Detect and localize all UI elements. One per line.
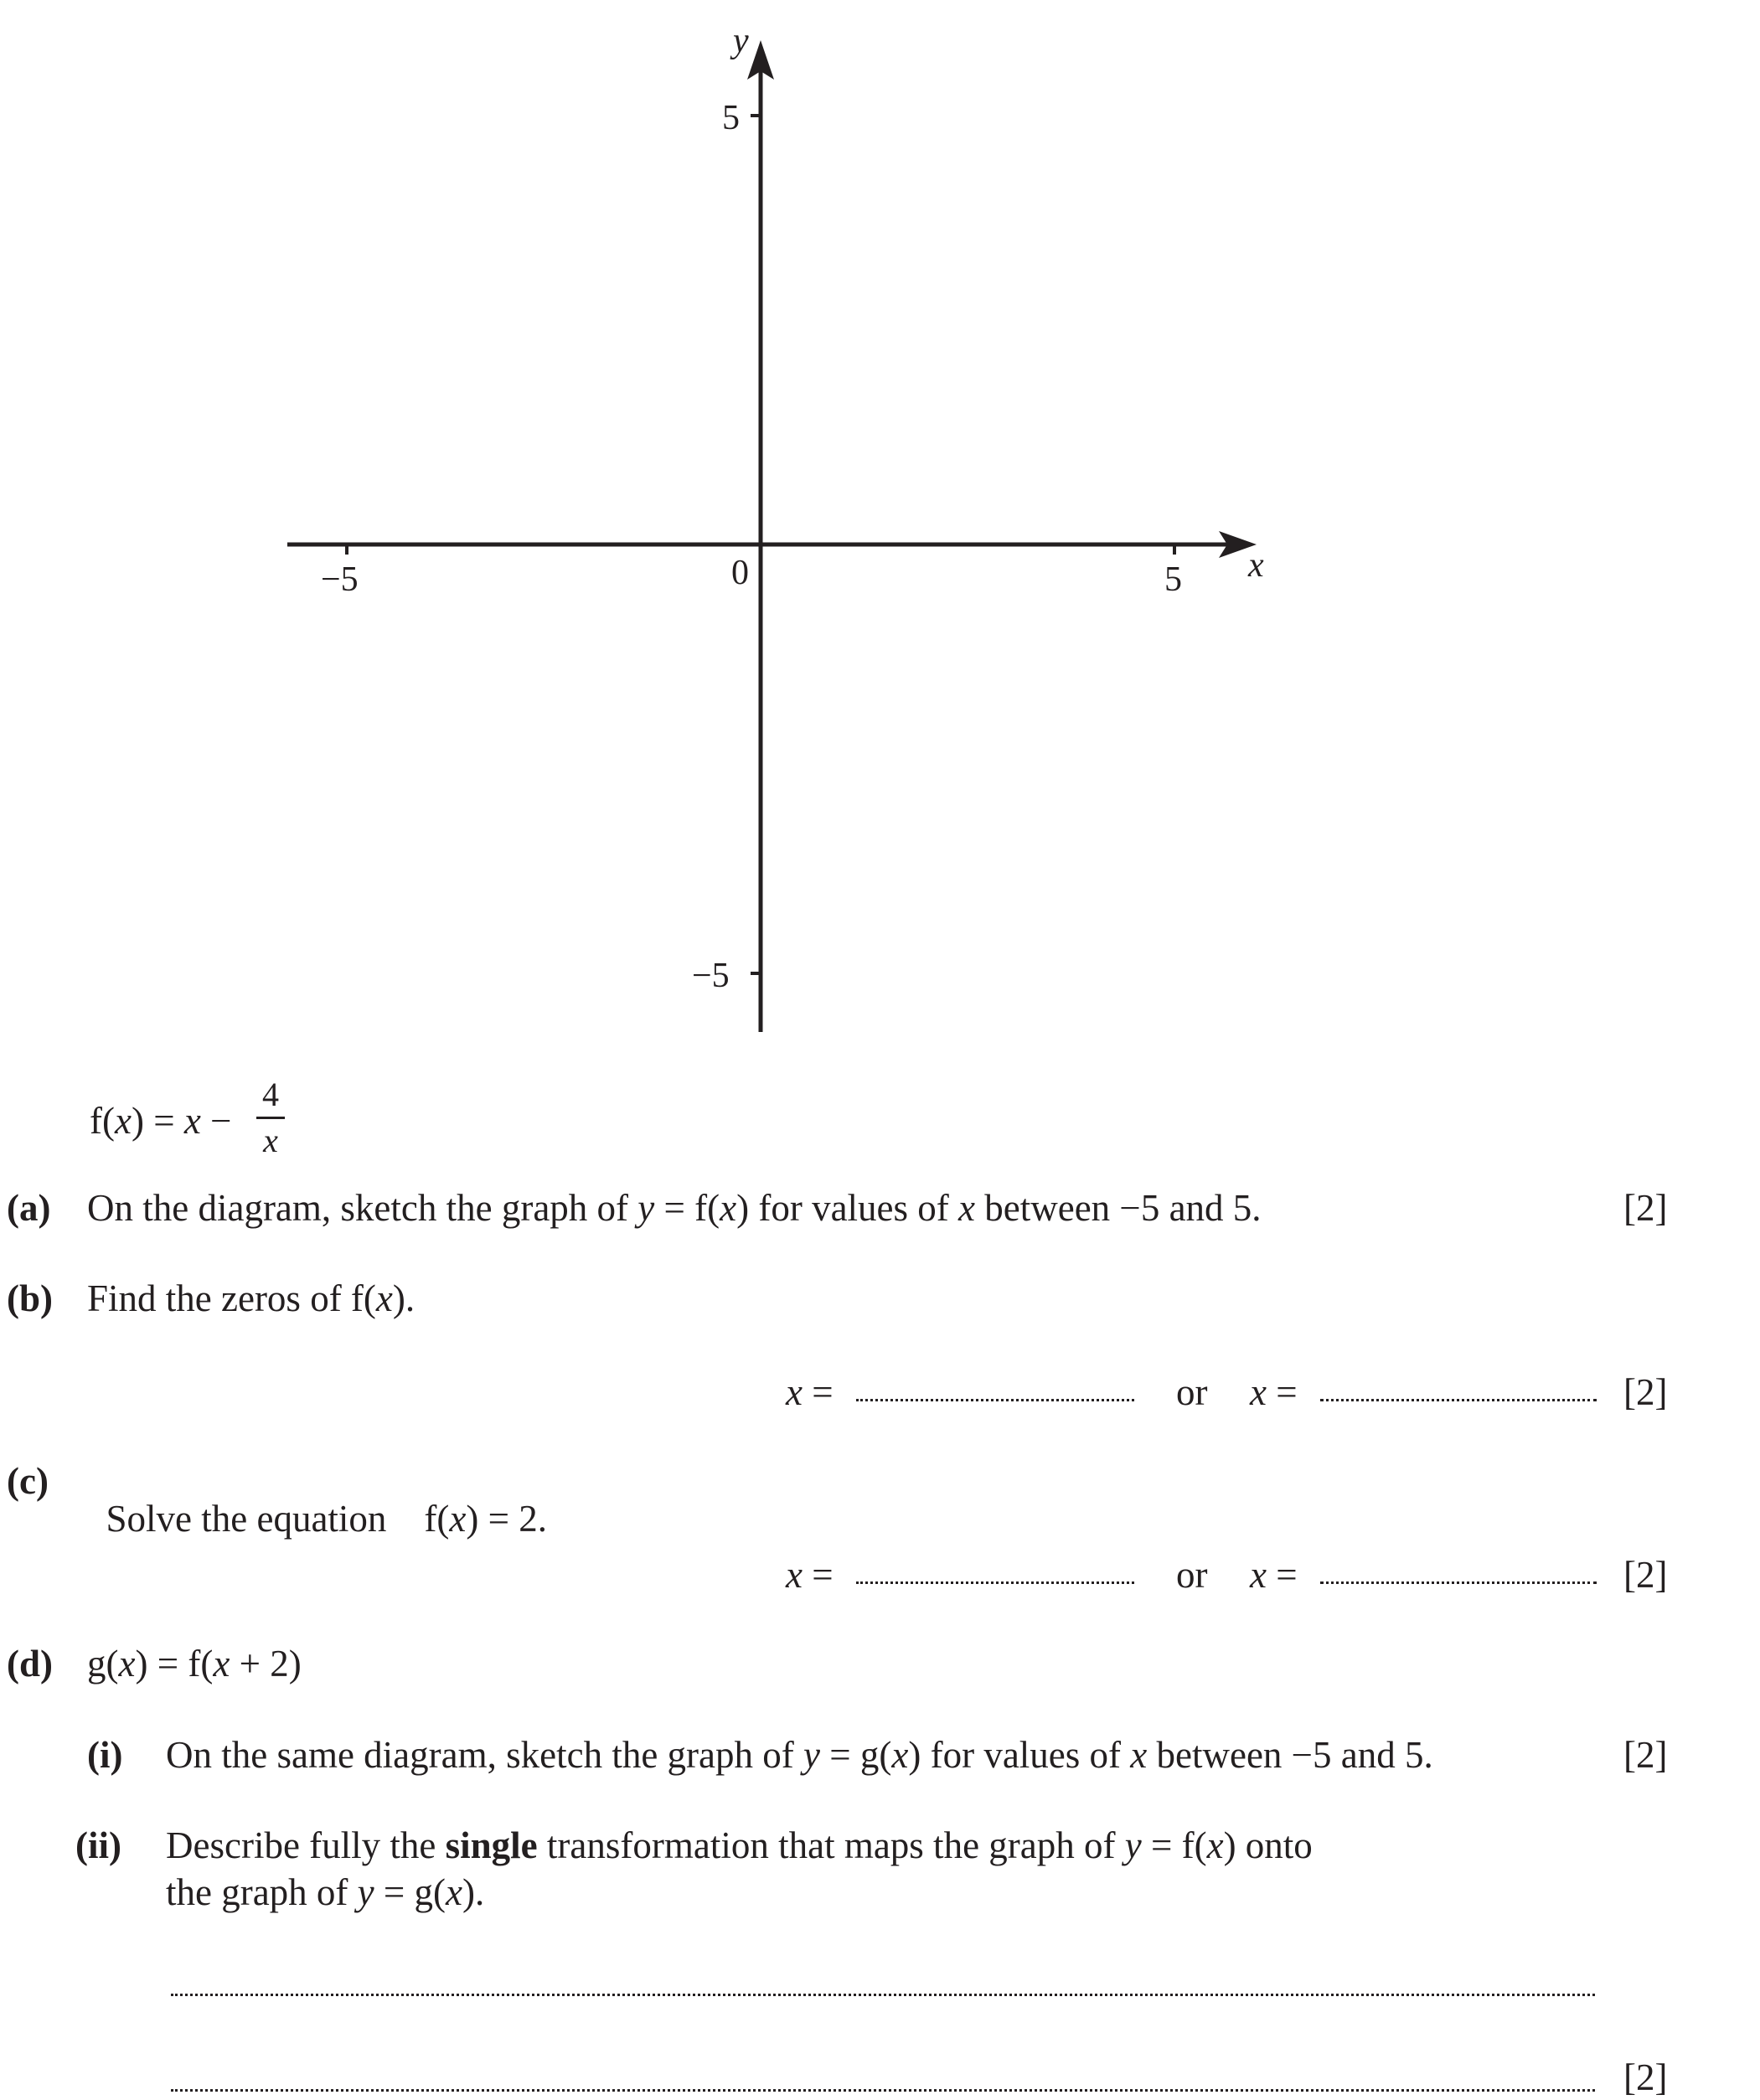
part-b-ans-eq2: =: [1266, 1371, 1298, 1413]
part-b-label: (b): [7, 1277, 53, 1319]
part-c-text: [87, 1463, 547, 1538]
x-tick-label-5: 5: [1164, 560, 1182, 599]
part-c-or: or: [1176, 1554, 1208, 1596]
part-d-i-t1: On the same diagram, sketch the graph of: [166, 1734, 804, 1776]
def-rhs: ) =: [131, 1100, 184, 1142]
part-d-ii-marks: [2]: [1623, 2056, 1668, 2098]
part-b-answer-label-1: [786, 1371, 834, 1413]
def-var2: x: [183, 1100, 201, 1142]
part-d-ii-l2c: ).: [462, 1871, 485, 1913]
part-d-i-v3: x: [1130, 1734, 1148, 1776]
part-d-ii-l2a: the graph of: [166, 1871, 358, 1913]
part-d-ii-v2: x: [1206, 1824, 1224, 1866]
def-minus: −: [200, 1100, 232, 1142]
part-b-ans-var2: x: [1250, 1371, 1267, 1413]
part-a-v2: x: [720, 1187, 737, 1229]
part-d-ii-l2v2: x: [446, 1871, 463, 1913]
part-b-ans-var1: x: [786, 1371, 803, 1413]
part-c-ans-eq1: =: [802, 1554, 834, 1596]
part-d-ii-answer-line-1[interactable]: [171, 1994, 1595, 1996]
def-var: x: [114, 1100, 132, 1142]
part-c-t2: ) = 2.: [466, 1498, 548, 1540]
fraction-bar: [256, 1117, 285, 1119]
part-d-ii-text-line2: [166, 1871, 485, 1913]
part-d-ii-l2v1: y: [357, 1871, 374, 1913]
part-d-i-v2: x: [891, 1734, 909, 1776]
def-lhs: f(: [90, 1100, 115, 1142]
part-b-t2: ).: [392, 1277, 415, 1319]
part-b-ans-eq1: =: [802, 1371, 834, 1413]
part-d-v1: x: [118, 1643, 136, 1685]
part-c-label: (c): [7, 1460, 49, 1502]
part-d-ii-t3: = f(: [1141, 1824, 1207, 1866]
part-a-t1: On the diagram, sketch the graph of: [87, 1187, 638, 1229]
part-a-t3: ) for values of: [736, 1187, 959, 1229]
part-b-v1: x: [375, 1277, 393, 1319]
part-d-t3: + 2): [230, 1643, 302, 1685]
part-c-ans-var2: x: [1250, 1554, 1267, 1596]
part-a-t2: = f(: [654, 1187, 720, 1229]
part-d-ii-text-line1: [166, 1824, 1313, 1866]
part-d-t1: g(: [87, 1643, 119, 1685]
part-d-ii-answer-line-2[interactable]: [171, 2089, 1595, 2092]
part-d-ii-t1: Describe fully the: [166, 1824, 446, 1866]
part-b-answer-line-1[interactable]: [856, 1399, 1134, 1401]
x-axis-label: x: [1248, 546, 1264, 585]
part-d-text: [87, 1645, 302, 1683]
origin-label: 0: [731, 554, 749, 592]
part-b-or: or: [1176, 1371, 1208, 1413]
x-tick-label-neg5: −5: [321, 560, 359, 599]
part-c-answer-label-1: [786, 1556, 834, 1594]
part-d-v2: x: [213, 1643, 230, 1685]
part-d-i-marks: [2]: [1623, 1734, 1668, 1776]
function-definition: [90, 1102, 231, 1140]
part-d-ii-v1: y: [1124, 1824, 1142, 1866]
y-axis-label: y: [733, 22, 749, 60]
part-c-ans-var1: x: [786, 1554, 803, 1596]
y-tick-label-neg5: −5: [692, 957, 730, 995]
fraction-numerator: 4: [262, 1076, 279, 1113]
part-a-label: (a): [7, 1187, 51, 1229]
part-c-v1: x: [449, 1498, 467, 1540]
part-d-t2: ) = f(: [135, 1643, 214, 1685]
part-d-label: (d): [7, 1643, 53, 1685]
part-d-i-text: [166, 1736, 1433, 1774]
part-d-ii-l2b: = g(: [374, 1871, 446, 1913]
part-d-i-v1: y: [803, 1734, 820, 1776]
part-d-i-t2: = g(: [820, 1734, 892, 1776]
part-c-answer-line-1[interactable]: [856, 1581, 1134, 1584]
part-b-t1: Find the zeros of f(: [87, 1277, 376, 1319]
part-d-i-label: (i): [87, 1734, 123, 1776]
part-c-answer-label-2: [1250, 1556, 1298, 1594]
part-a-marks: [2]: [1623, 1187, 1668, 1229]
part-c-ans-eq2: =: [1266, 1554, 1298, 1596]
part-d-ii-bold: single: [445, 1824, 538, 1866]
part-d-i-t3: ) for values of: [908, 1734, 1131, 1776]
part-b-text: [87, 1277, 415, 1319]
part-d-ii-t2: transformation that maps the graph of: [537, 1824, 1125, 1866]
fraction-denominator: x: [263, 1122, 278, 1159]
part-b-answer-line-2[interactable]: [1320, 1399, 1597, 1401]
part-c-answer-line-2[interactable]: [1320, 1581, 1597, 1584]
part-d-i-t4: between −5 and 5.: [1147, 1734, 1433, 1776]
part-a-v1: y: [637, 1187, 655, 1229]
part-d-ii-label: (ii): [75, 1824, 121, 1866]
part-d-ii-t4: ) onto: [1223, 1824, 1313, 1866]
part-a-text: [87, 1189, 1262, 1227]
part-a-t4: between −5 and 5.: [975, 1187, 1262, 1229]
part-c-t1: Solve the equation f(: [106, 1498, 450, 1540]
part-b-answer-label-2: [1250, 1371, 1298, 1413]
part-a-v3: x: [958, 1187, 976, 1229]
part-b-marks: [2]: [1623, 1371, 1668, 1413]
part-c-marks: [2]: [1623, 1554, 1668, 1596]
y-tick-label-5: 5: [722, 99, 740, 137]
